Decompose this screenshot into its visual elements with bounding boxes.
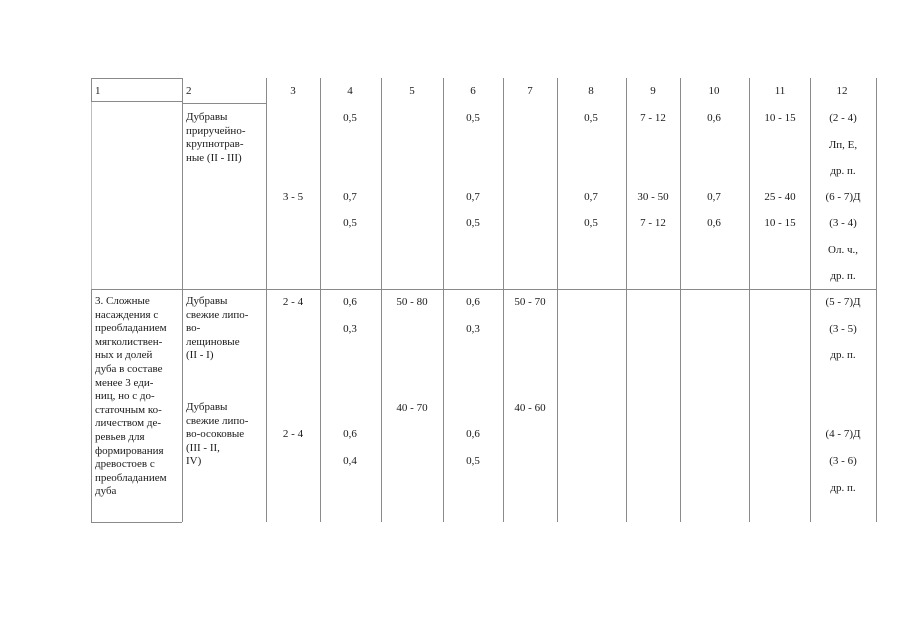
- table-cell: 3 - 5: [282, 191, 304, 203]
- grid-line: [626, 78, 627, 522]
- header-cell-4: 4: [347, 85, 353, 97]
- grid-line: [557, 78, 558, 522]
- grid-line: [91, 101, 92, 290]
- grid-line: [182, 78, 183, 522]
- table-cell: др. п.: [830, 165, 856, 177]
- table-cell: (5 - 7)Д: [825, 296, 861, 308]
- header-cell-2: 2: [186, 85, 192, 97]
- forest-type-label: Дубравы приручейно- крупнотрав- ные (II - III): [186, 111, 246, 164]
- grid-line: [443, 78, 444, 522]
- table-cell: 2 - 4: [282, 296, 304, 308]
- header-cell-5: 5: [409, 85, 415, 97]
- header-cell-11: 11: [774, 85, 786, 97]
- table-cell: 0,7: [466, 191, 480, 203]
- grid-line: [91, 78, 92, 101]
- table-cell: 0,5: [343, 112, 357, 124]
- table-cell: (3 - 4): [829, 217, 857, 229]
- table-cell: (3 - 6): [829, 455, 857, 467]
- table-cell: др. п.: [830, 349, 856, 361]
- table-cell: 0,6: [466, 296, 480, 308]
- grid-line: [91, 78, 182, 79]
- grid-line: [876, 78, 877, 522]
- header-cell-6: 6: [470, 85, 476, 97]
- table-cell: 50 - 70: [514, 296, 546, 308]
- table-cell: 50 - 80: [396, 296, 428, 308]
- table-cell: 10 - 15: [764, 112, 796, 124]
- table-cell: 0,5: [466, 112, 480, 124]
- table-cell: 0,7: [343, 191, 357, 203]
- table-cell: 0,7: [584, 191, 598, 203]
- header-cell-1: 1: [95, 85, 101, 97]
- grid-line: [91, 101, 182, 102]
- table-cell: др. п.: [830, 482, 856, 494]
- forest-type-label: Дубравы свежие липо- во- лещиновые (II - I): [186, 295, 249, 362]
- table-cell: 0,6: [707, 217, 721, 229]
- table-cell: 7 - 12: [640, 112, 666, 124]
- grid-line: [680, 78, 681, 522]
- grid-line: [381, 78, 382, 522]
- header-cell-9: 9: [650, 85, 656, 97]
- table-cell: 40 - 70: [396, 402, 428, 414]
- table-cell: (6 - 7)Д: [825, 191, 861, 203]
- table-cell: 0,5: [343, 217, 357, 229]
- table-cell: 0,6: [707, 112, 721, 124]
- table-cell: 25 - 40: [764, 191, 796, 203]
- table-cell: 0,3: [343, 323, 357, 335]
- table-cell: 10 - 15: [764, 217, 796, 229]
- header-cell-10: 10: [708, 85, 720, 97]
- forest-type-label: Дубравы свежие липо- во-осоковые (III - II, IV): [186, 401, 249, 468]
- table-cell: 0,5: [466, 455, 480, 467]
- grid-line: [182, 103, 266, 104]
- table-cell: 2 - 4: [282, 428, 304, 440]
- header-cell-3: 3: [290, 85, 296, 97]
- table-cell: 0,5: [466, 217, 480, 229]
- table-cell: 30 - 50: [637, 191, 669, 203]
- table-cell: (2 - 4): [829, 112, 857, 124]
- header-cell-7: 7: [527, 85, 533, 97]
- table-cell: Ол. ч.,: [828, 244, 858, 256]
- table-cell: 7 - 12: [640, 217, 666, 229]
- grid-line: [266, 78, 267, 522]
- table-cell: др. п.: [830, 270, 856, 282]
- table-cell: 0,6: [466, 428, 480, 440]
- grid-line: [91, 290, 92, 522]
- table-cell: (3 - 5): [829, 323, 857, 335]
- grid-line: [320, 78, 321, 522]
- category-label: 3. Сложные насаждения с преобладанием мягколиствен- ных и долей дуба в составе менее 3 еди- ниц, но с до- статочным ко- личеством де- ревьев для формирования древостоев с преобладанием дуба: [95, 295, 167, 498]
- header-cell-8: 8: [588, 85, 594, 97]
- header-cell-12: 12: [836, 85, 848, 97]
- grid-line: [91, 289, 877, 290]
- table-cell: 0,3: [466, 323, 480, 335]
- table-cell: 0,6: [343, 296, 357, 308]
- grid-line: [91, 522, 182, 523]
- table-cell: 0,7: [707, 191, 721, 203]
- table-cell: 0,6: [343, 428, 357, 440]
- table-cell: (4 - 7)Д: [825, 428, 861, 440]
- table-cell: 0,4: [343, 455, 357, 467]
- grid-line: [810, 78, 811, 522]
- grid-line: [749, 78, 750, 522]
- table-cell: 0,5: [584, 217, 598, 229]
- grid-line: [503, 78, 504, 522]
- table-cell: 0,5: [584, 112, 598, 124]
- table-cell: Лп, Е,: [828, 139, 858, 151]
- table-cell: 40 - 60: [514, 402, 546, 414]
